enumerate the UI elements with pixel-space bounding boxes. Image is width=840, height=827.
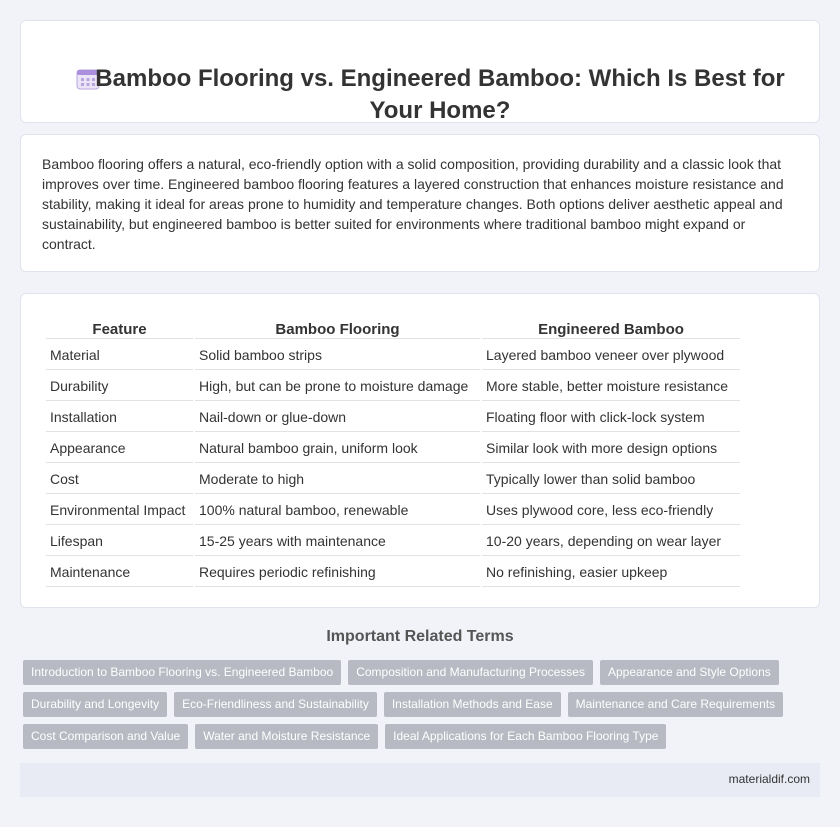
comparison-table-card <box>20 293 820 608</box>
related-term-tag[interactable]: Appearance and Style Options <box>600 660 779 685</box>
cell-feature: Maintenance <box>46 558 193 587</box>
cell-engineered: Similar look with more design options <box>482 434 740 463</box>
table-row <box>46 341 740 370</box>
related-term-tag[interactable]: Introduction to Bamboo Flooring vs. Engineered Bamboo <box>23 660 341 685</box>
cell-bamboo: High, but can be prone to moisture damage <box>195 372 480 401</box>
cell-bamboo: Nail-down or glue-down <box>195 403 480 432</box>
cell-feature: Installation <box>46 403 193 432</box>
cell-engineered: Layered bamboo veneer over plywood <box>482 341 740 370</box>
cell-feature: Durability <box>46 372 193 401</box>
cell-engineered: More stable, better moisture resistance <box>482 372 740 401</box>
cell-feature: Appearance <box>46 434 193 463</box>
comparison-table <box>44 315 742 589</box>
cell-bamboo: 15-25 years with maintenance <box>195 527 480 556</box>
cell-feature: Environmental Impact <box>46 496 193 525</box>
header-engineered-bamboo: Engineered Bamboo <box>482 317 740 339</box>
header-feature: Feature <box>46 317 193 339</box>
cell-bamboo: 100% natural bamboo, renewable <box>195 496 480 525</box>
cell-bamboo: Requires periodic refinishing <box>195 558 480 587</box>
table-header-row <box>46 317 740 339</box>
related-term-tag[interactable]: Durability and Longevity <box>23 692 167 717</box>
related-terms-title: Important Related Terms <box>326 628 514 645</box>
footer <box>20 763 820 797</box>
related-term-tag[interactable]: Maintenance and Care Requirements <box>568 692 783 717</box>
cell-feature: Cost <box>46 465 193 494</box>
cell-feature: Lifespan <box>46 527 193 556</box>
related-term-tag[interactable]: Ideal Applications for Each Bamboo Flooring Type <box>385 724 666 749</box>
intro-card <box>20 134 820 272</box>
related-term-tag[interactable]: Installation Methods and Ease <box>384 692 561 717</box>
related-term-tag[interactable]: Water and Moisture Resistance <box>195 724 378 749</box>
cell-engineered: Floating floor with click-lock system <box>482 403 740 432</box>
cell-bamboo: Natural bamboo grain, uniform look <box>195 434 480 463</box>
cell-bamboo: Moderate to high <box>195 465 480 494</box>
header-bamboo-flooring: Bamboo Flooring <box>195 317 480 339</box>
cell-bamboo: Solid bamboo strips <box>195 341 480 370</box>
cell-engineered: Uses plywood core, less eco-friendly <box>482 496 740 525</box>
related-terms-list <box>23 660 803 749</box>
related-term-tag[interactable]: Composition and Manufacturing Processes <box>348 660 593 685</box>
intro-paragraph: Bamboo flooring offers a natural, eco-friendly option with a solid composition, providing durability and a classic look that improves over time. Engineered bamboo flooring features a layered construction that enhances moisture resistance and stability, making it ideal for areas prone to humidity and temperature changes. Both options deliver aesthetic appeal and sustainability, but engineered bamboo is better suited for environments where traditional bamboo might expand or contract. <box>42 156 784 252</box>
table-row <box>46 372 740 401</box>
cell-engineered: 10-20 years, depending on wear layer <box>482 527 740 556</box>
table-row <box>46 496 740 525</box>
table-row <box>46 403 740 432</box>
footer-site-link[interactable]: materialdif.com <box>728 772 810 786</box>
table-row <box>46 465 740 494</box>
header-card <box>20 20 820 123</box>
related-term-tag[interactable]: Eco-Friendliness and Sustainability <box>174 692 377 717</box>
table-row <box>46 527 740 556</box>
table-row <box>46 558 740 587</box>
cell-feature: Material <box>46 341 193 370</box>
cell-engineered: No refinishing, easier upkeep <box>482 558 740 587</box>
related-term-tag[interactable]: Cost Comparison and Value <box>23 724 188 749</box>
table-row <box>46 434 740 463</box>
cell-engineered: Typically lower than solid bamboo <box>482 465 740 494</box>
page-title: Bamboo Flooring vs. Engineered Bamboo: Which Is Best for Your Home? <box>95 65 785 124</box>
